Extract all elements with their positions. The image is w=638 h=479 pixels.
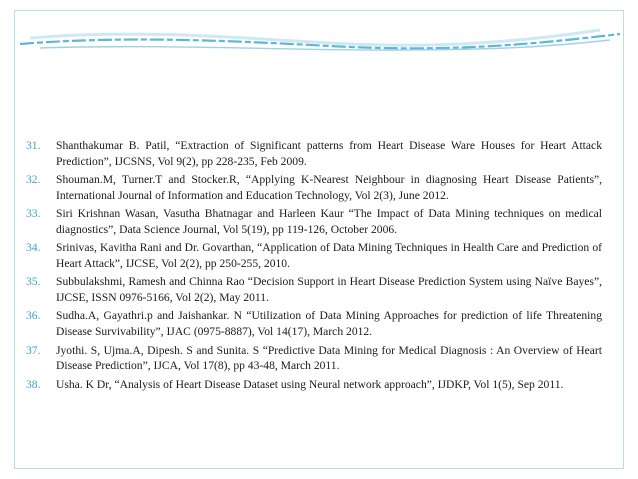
reference-item [26,206,602,238]
reference-number: 38. [26,377,41,391]
reference-number: 36. [26,309,41,323]
reference-number: 31. [26,139,41,152]
reference-text: Sudha.A, Gayathri.p and Jaishankar. N “Utilization of Data Mining Approaches for prediction of life Threatening Disease Survivability”, IJAC (0975-8887), Vol 14(17), March 2012. [56,309,602,339]
reference-number: 33. [26,207,41,221]
reference-text: Shanthakumar B. Patil, “Extraction of Significant patterns from Heart Disease Ware Houses for Heart Attack Prediction”, IJCSNS, Vol 9(2), pp 228-235, Feb 2009. [56,139,602,168]
reference-text: Shouman.M, Turner.T and Stocker.R, “Applying K-Nearest Neighbour in diagnosing Heart Disease Patients”, International Journal of Information and Education Technology, Vol 2(3), June 2012. [56,173,602,202]
reference-text: Subbulakshmi, Ramesh and Chinna Rao “Decision Support in Heart Disease Prediction System using Naïve Bayes”, IJCSE, ISSN 0976-5166, Vol 2(2), May 2011. [56,275,602,305]
reference-item [26,377,602,393]
reference-item [26,172,602,204]
reference-item [26,343,602,375]
reference-text: Siri Krishnan Wasan, Vasutha Bhatnagar and Harleen Kaur “The Impact of Data Mining techniques on medical diagnostics”, Data Science Journal, Vol 5(19), pp 119-126, October 2006. [56,207,602,236]
reference-item [26,308,602,340]
swoosh-line-top [30,30,600,45]
reference-item [26,240,602,272]
reference-number: 37. [26,343,41,357]
reference-number: 32. [26,173,41,187]
reference-text: Usha. K Dr, “Analysis of Heart Disease Dataset using Neural network approach”, IJDKP, Vol 1(5), Sep 2011. [56,377,564,391]
reference-list [26,138,602,395]
reference-number: 34. [26,241,41,255]
reference-text: Jyothi. S, Ujma.A, Dipesh. S and Sunita. S “Predictive Data Mining for Medical Diagnosis : An Overview of Heart Disease Prediction”, IJCA, Vol 17(8), pp 43-48, March 2011. [56,343,602,373]
reference-text: Srinivas, Kavitha Rani and Dr. Govarthan, “Application of Data Mining Techniques in Health Care and Prediction of Heart Attack”, IJCSE, Vol 2(2), pp 250-255, 2010. [56,241,602,271]
reference-item [26,138,602,170]
reference-item [26,274,602,306]
reference-number: 35. [26,275,41,289]
decorative-swoosh [0,0,638,60]
